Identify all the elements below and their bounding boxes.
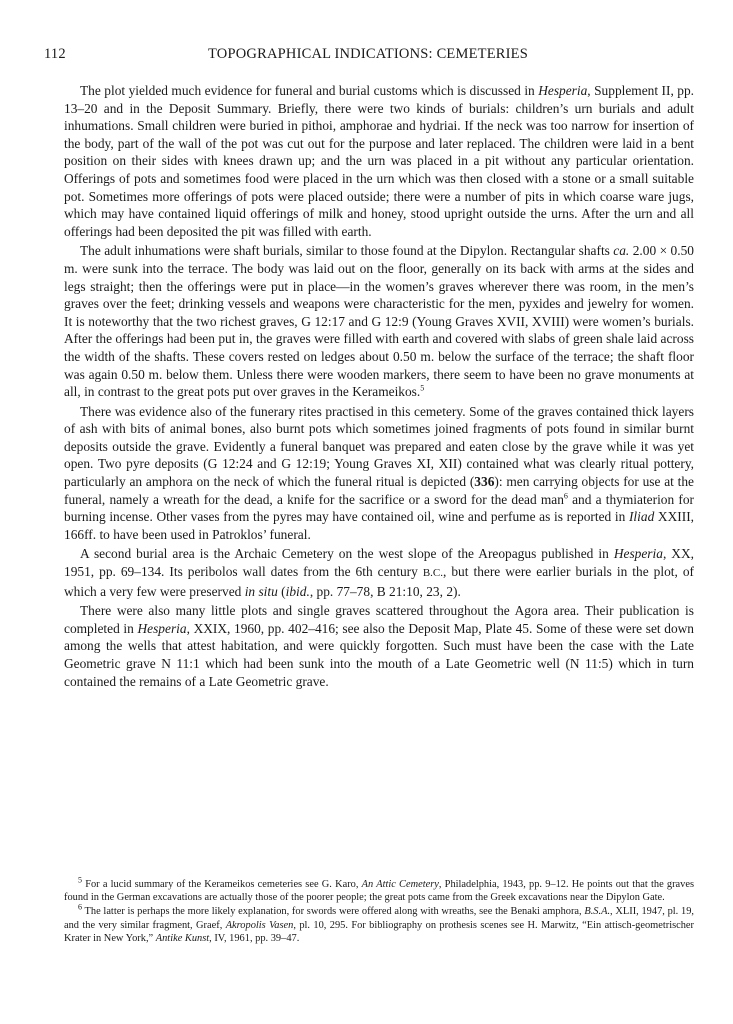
paragraph-4 [64, 545, 694, 600]
running-title: TOPOGRAPHICAL INDICATIONS: CEMETERIES [208, 46, 528, 62]
latin-term: ibid. [285, 583, 310, 599]
paragraph-2 [64, 242, 694, 400]
work-title: Iliad [628, 509, 655, 525]
footnote-6 [64, 902, 695, 945]
text-run: , pl. 10, 295. For bibliography on prothesis scenes see H. Marwitz, “Ein attisch-geometrischer Krater in New York,” [64, 919, 695, 944]
footnote-5 [64, 875, 694, 904]
footnote-mark: 6 [78, 902, 82, 912]
abbreviation: ca. [613, 243, 630, 259]
footnote-ref-6: 6 [563, 491, 568, 501]
text-run: and a thymiaterion for burning incense. Other vases from the pyres may have contained oil, wine and perfume as is reported in [64, 491, 694, 525]
text-run: 2.00 × 0.50 m. were sunk into the terrace. The body was laid out on the floor, generally on its back with arms at the sides and legs straight; then the offerings were put in place—in the women’s graves wherever there was room, in the men’s graves over the feet; drinking vessels and weapons were characteristic for the men, pyxides and jewelry for women. It is noteworthy that the two richest graves, G 12:17 and G 12:9 (Young Graves XVII, XVIII) were women’s burials. After the offerings had been put in, the graves were filled with earth and covered with slabs of green shale laid across the width of the shafts. These covers rested on ledges about 0.50 m. below the surface of the terrace; the shaft floor was again 0.50 m. below them. Unless there were wooden markers, there seem to have been no grave monuments at all, in contrast to the great pots put over graves in the Kerameikos. [64, 243, 694, 400]
latin-term: in situ [244, 583, 278, 599]
book-title: An Attic Cemetery [361, 879, 439, 890]
journal-title: Hesperia [538, 83, 588, 98]
text-run: There was evidence also of the funerary rites practised in this cemetery. Some of the graves contained thick layers of ash with bits of animal bones, also burnt pots which sometimes joined fragments of pots found in similar burnt deposits outside the grave. Evidently a funeral banquet was prepared and eaten close by the grave while it was yet open. Two pyre deposits (G 12:24 and G 12:19; Young Graves XI, XII) contained what was clearly ritual pottery, particularly an amphora on the neck of which the funeral ritual is depicted ( [64, 403, 694, 490]
footnote-mark: 5 [78, 875, 82, 885]
journal-title: B.S.A. [584, 906, 611, 918]
text-run: , IV, 1961, pp. 39–47. [209, 932, 300, 944]
text-run: There were also many little plots and single graves scattered throughout the Agora area. Their publication is completed in [64, 603, 694, 636]
catalogue-number: 336 [474, 474, 495, 490]
text-run: , Supplement II, pp. 13–20 and in the Deposit Summary. Briefly, there were two kinds of burials: children’s urn burials and adult inhumations. Small children were buried in pithoi, amphorae and hydriai. If the neck was too narrow for insertion of the body, part of the wall of the pot was cut out for the purpose and later replaced. The children were laid in a bent position on their sides with knees drawn up; and the urn was placed in a pit without any particular orientation. Offerings of pots and sometimes food were placed in the urn which was then closed with a stone or a small suitable pot. Sometimes more offerings of pots were placed outside; there were a number of pits in which coarse ware jugs, which may have contained liquid offerings of milk and honey, stood upright outside the urns. After the urn and all offerings had been deposited the pit was filled with earth. [64, 83, 694, 239]
text-run: , Philadelphia, 1943, pp. 9–12. He points out that the graves found in the German excavations are actually those of the poorer people; the great pots came from the Greek excavations near the Dipylon Gate. [64, 879, 694, 904]
text-run: , XLII, 1947, pl. 19, and the very similar fragment, Graef, [64, 906, 694, 931]
body-text [64, 82, 694, 692]
text-run: A second burial area is the Archaic Cemetery on the west slope of the Areopagus published in [80, 546, 614, 562]
text-run: , but there were earlier burials in the plot, of which a very few were preserved [64, 564, 694, 599]
paragraph-1 [64, 82, 694, 240]
footnotes [64, 875, 695, 946]
text-run: XXIII, 166ff. to have been used in Patroklos’ funeral. [64, 509, 694, 542]
text-run: The plot yielded much evidence for funeral and burial customs which is discussed in [80, 83, 539, 98]
journal-title: Antike Kunst [155, 932, 210, 944]
text-run: The latter is perhaps the more likely explanation, for swords were offered along with wreaths, see the Benaki amphora, [82, 906, 585, 918]
text-run: For a lucid summary of the Kerameikos cemeteries see G. Karo, [82, 879, 362, 890]
footnote-ref-5: 5 [420, 383, 425, 393]
journal-title: Hesperia [613, 546, 663, 562]
paragraph-5 [64, 602, 694, 690]
text-run: , pp. 77–78, B 21:10, 23, 2). [309, 583, 461, 599]
paragraph-3 [64, 403, 694, 544]
page-number: 112 [44, 46, 66, 62]
era-abbreviation: B.C. [422, 567, 444, 580]
text-run: , XXIX, 1960, pp. 402–416; see also the Deposit Map, Plate 45. Some of these were set down among the wells that attest habitation, and were quickly forgotten. Such must have been the case with the Late Geometric grave N 11:1 which had been sunk into the mouth of a Late Geometric well (N 11:5) which in turn contained the remains of a Late Geometric grave. [64, 620, 695, 689]
book-title: Akropolis Vasen [225, 919, 294, 931]
text-run: The adult inhumations were shaft burials, similar to those found at the Dipylon. Rectangular shafts [80, 243, 614, 259]
text-run: ( [277, 583, 286, 599]
text-run: , XX, 1951, pp. 69–134. Its peribolos wall dates from the 6th century [64, 546, 694, 580]
text-run: ): men carrying objects for use at the funeral, namely a wreath for the dead, a knife for the sacrifice or a sword for the dead man [64, 474, 694, 507]
journal-title: Hesperia [137, 620, 187, 636]
